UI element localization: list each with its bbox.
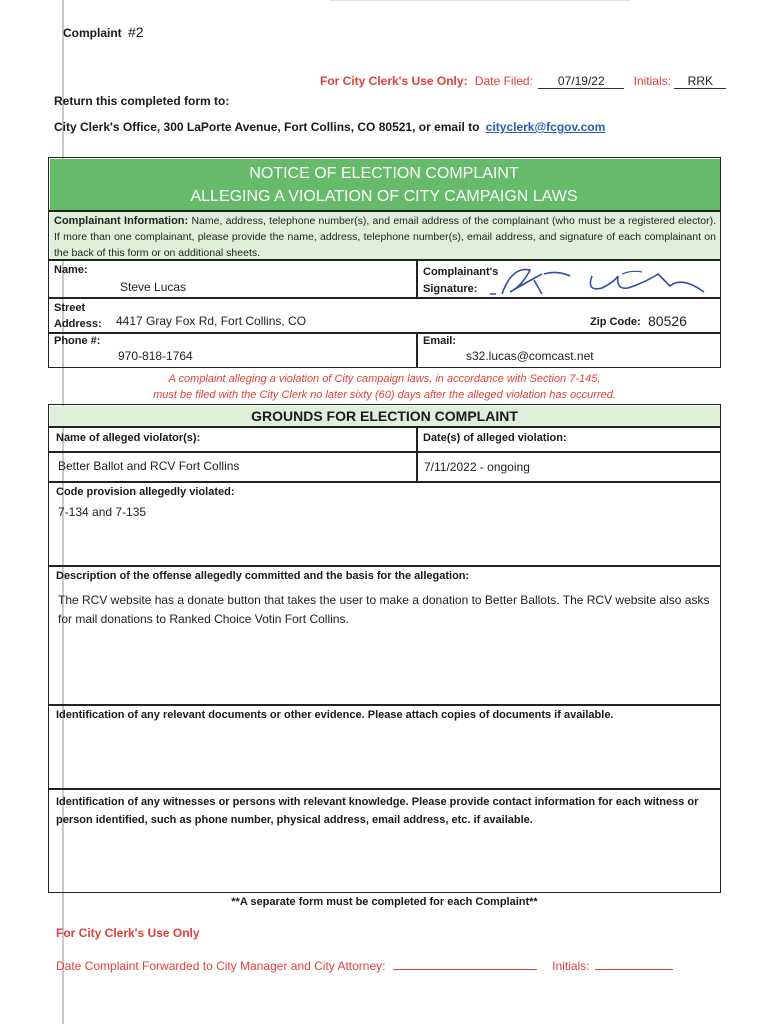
divider (48, 451, 721, 453)
return-label: Return this completed form to: (54, 94, 230, 108)
return-email-link[interactable]: cityclerk@fcgov.com (485, 120, 606, 134)
divider (48, 788, 721, 790)
description-label: Description of the offense allegedly committed and the basis for the allegation: (56, 570, 470, 582)
notice-line-1: A complaint alleging a violation of City campaign laws, in accordance with Section 7-145, (168, 373, 601, 385)
clerk-use-header (320, 74, 726, 89)
divider (48, 565, 721, 567)
name-label: Name: (54, 264, 88, 276)
footer-clerk-use-only: For City Clerk's Use Only (56, 926, 200, 940)
form-title (49, 162, 719, 208)
divider (416, 426, 418, 481)
complaint-number-label (63, 24, 144, 40)
initials-value: RRK (674, 74, 726, 89)
divider (48, 481, 721, 483)
divider (48, 297, 721, 299)
divider (416, 332, 418, 368)
forwarded-date-line (393, 969, 537, 970)
divider (48, 332, 721, 334)
clerk-use-only-label: For City Clerk's Use Only: (320, 74, 468, 88)
forwarded-label: Date Complaint Forwarded to City Manager and City Attorney: (56, 959, 386, 973)
complaint-label: Complaint (63, 26, 122, 40)
footer-forwarded (56, 959, 673, 973)
witnesses-label: Identification of any witnesses or persons with relevant knowledge. Please provide contact information for each witness or person identified, such as phone number, physical address, email address, etc. if available. (56, 796, 699, 826)
footer-initials-line (595, 969, 673, 970)
name-value: Steve Lucas (120, 280, 187, 294)
complainant-info (54, 213, 716, 261)
zip-value: 80526 (648, 313, 687, 329)
signature-label-1: Complainant's (423, 266, 499, 278)
street-label-1: Street (54, 302, 86, 314)
description-value: The RCV website has a donate button that takes the user to make a donation to Better Ballots. The RCV website also asks for mail donations to Ranked Choice Votin Fort Collins. (58, 593, 710, 626)
form-title-line-1: NOTICE OF ELECTION COMPLAINT (249, 165, 519, 182)
filing-deadline-notice (48, 371, 721, 403)
divider (48, 259, 721, 261)
email-value: s32.lucas@comcast.net (466, 349, 594, 363)
divider (48, 426, 721, 428)
initials-label: Initials: (633, 74, 671, 88)
zip-label: Zip Code: (590, 316, 641, 328)
code-value: 7-134 and 7-135 (58, 505, 147, 519)
date-filed-label: Date Filed: (474, 74, 533, 88)
complainant-info-text: Name, address, telephone number(s), and email address of the complainant (who must be a registered elector). If more than one complainant, please provide the name, address, telephone number(s), email address, and signature of each complainant on the back of this form or on additional sheets. (54, 215, 716, 259)
street-value: 4417 Gray Fox Rd, Fort Collins, CO (116, 314, 307, 328)
form-title-line-2: ALLEGING A VIOLATION OF CITY CAMPAIGN LAWS (190, 188, 578, 205)
complainant-info-label: Complainant Information: (54, 215, 189, 227)
violator-value: Better Ballot and RCV Fort Collins (58, 459, 240, 473)
scan-artifact-top (330, 0, 630, 1)
separate-form-note: **A separate form must be completed for each Complaint** (231, 896, 538, 908)
violator-label: Name of alleged violator(s): (56, 432, 201, 444)
email-label: Email: (423, 335, 457, 347)
documents-label: Identification of any relevant documents or other evidence. Please attach copies of documents if available. (56, 709, 614, 721)
complaint-number: #2 (128, 24, 144, 40)
signature-image (482, 264, 712, 298)
notice-line-2: must be filed with the City Clerk no later sixty (60) days after the alleged violation has occurred. (153, 389, 616, 401)
return-address (54, 120, 605, 134)
footer-initials-label: Initials: (552, 959, 590, 973)
dates-value: 7/11/2022 - ongoing (424, 460, 530, 474)
divider (416, 259, 418, 297)
code-label: Code provision allegedly violated: (56, 486, 235, 498)
street-label-2: Address: (54, 318, 102, 330)
date-filed-value: 07/19/22 (538, 74, 624, 89)
divider (48, 704, 721, 706)
signature-label-2: Signature: (423, 283, 478, 295)
dates-label: Date(s) of alleged violation: (423, 432, 567, 444)
street-label (54, 300, 102, 332)
phone-label: Phone #: (54, 335, 101, 347)
grounds-title: GROUNDS FOR ELECTION COMPLAINT (251, 408, 518, 424)
phone-value: 970-818-1764 (118, 349, 193, 363)
return-address-text: City Clerk's Office, 300 LaPorte Avenue, Fort Collins, CO 80521, or email to (54, 120, 480, 134)
